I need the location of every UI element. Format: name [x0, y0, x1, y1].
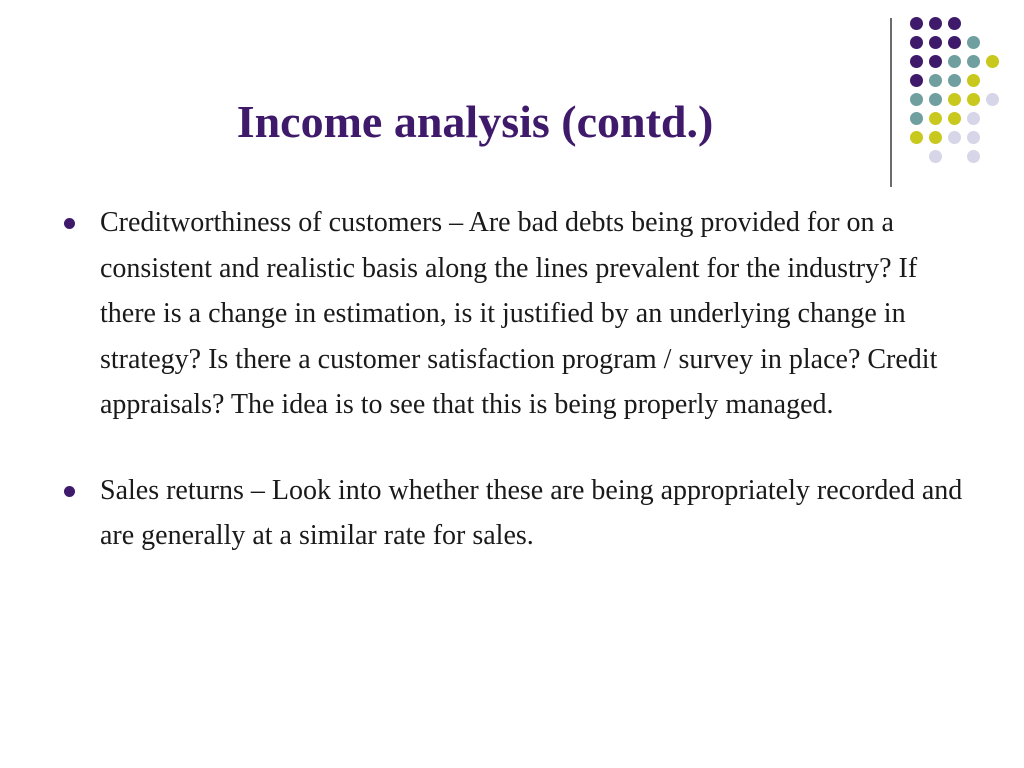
- decorative-dot-lime: [929, 112, 942, 125]
- bullet-item-sales-returns: [62, 468, 972, 559]
- decorative-dot-purple: [929, 17, 942, 30]
- bullet-text: Sales returns – Look into whether these are being appropriately recorded and are generally at a similar rate for sales.: [100, 474, 963, 551]
- decorative-dot-lime: [929, 131, 942, 144]
- decorative-dot-lime: [910, 131, 923, 144]
- decorative-dot-purple: [929, 55, 942, 68]
- decorative-dot-teal: [929, 93, 942, 106]
- decorative-dot-lime: [986, 55, 999, 68]
- decorative-dot-lavender: [967, 131, 980, 144]
- bullet-icon: [64, 486, 75, 497]
- decorative-dot-teal: [967, 55, 980, 68]
- decorative-dot-teal: [948, 74, 961, 87]
- decorative-dot-lime: [948, 112, 961, 125]
- decorative-dot-lime: [948, 93, 961, 106]
- decorative-dot-lavender: [967, 112, 980, 125]
- decorative-dot-lavender: [986, 93, 999, 106]
- decorative-dot-teal: [929, 74, 942, 87]
- decorative-dot-lavender: [967, 150, 980, 163]
- decorative-dot-grid: [900, 14, 1020, 174]
- decorative-dot-lavender: [929, 150, 942, 163]
- decorative-dot-purple: [910, 36, 923, 49]
- decorative-dot-teal: [948, 55, 961, 68]
- decorative-dot-teal: [910, 112, 923, 125]
- decorative-dot-lime: [967, 93, 980, 106]
- slide-title: Income analysis (contd.): [236, 96, 714, 147]
- title-divider-line: [890, 18, 892, 187]
- decorative-dot-teal: [910, 93, 923, 106]
- decorative-dot-lime: [967, 74, 980, 87]
- decorative-dot-teal: [967, 36, 980, 49]
- decorative-dot-purple: [910, 74, 923, 87]
- decorative-dot-lavender: [948, 131, 961, 144]
- decorative-dot-purple: [948, 36, 961, 49]
- decorative-dot-purple: [929, 36, 942, 49]
- bullet-text: Creditworthiness of customers – Are bad debts being provided for on a consistent and realistic basis along the lines prevalent for the industry? If there is a change in estimation, is it justified by an underlying change in strategy? Is there a customer satisfaction program / survey in place? Credit appraisals? The idea is to see that this is being properly managed.: [100, 207, 938, 420]
- decorative-dot-purple: [910, 55, 923, 68]
- decorative-dot-purple: [910, 17, 923, 30]
- decorative-dot-purple: [948, 17, 961, 30]
- bullet-item-creditworthiness: [62, 200, 972, 428]
- bullet-list: [62, 200, 972, 559]
- bullet-icon: [64, 218, 75, 229]
